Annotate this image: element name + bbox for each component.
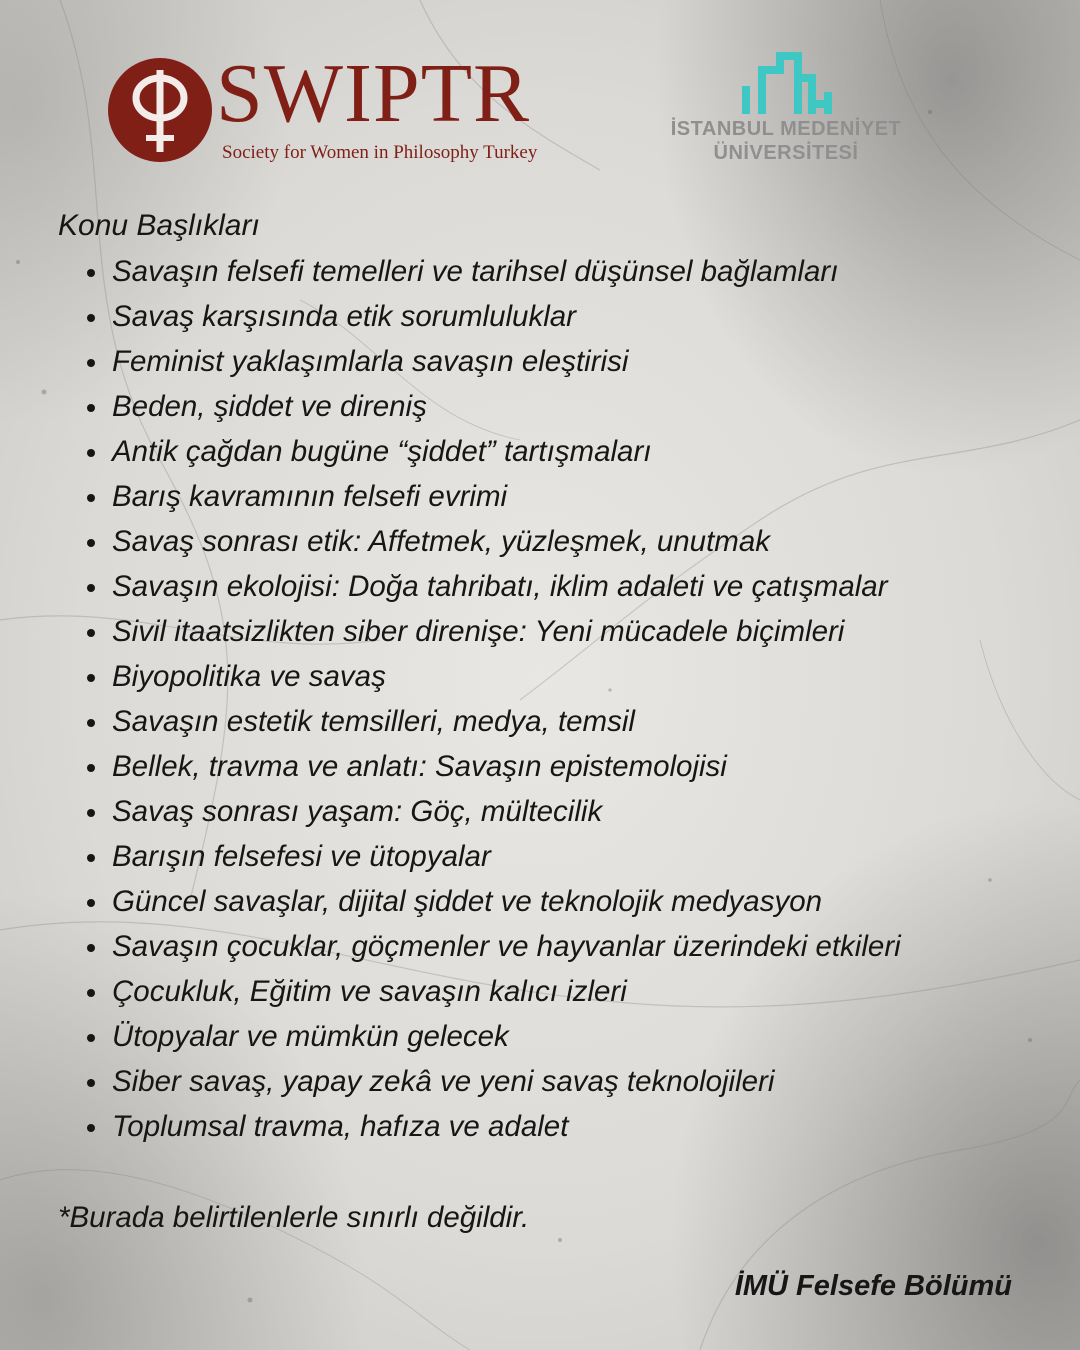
venus-phi-emblem-icon — [108, 58, 212, 162]
department-signature: İMÜ Felsefe Bölümü — [734, 1270, 1012, 1302]
university-logo — [664, 52, 908, 172]
swiptr-logo — [108, 47, 568, 168]
topic-item: Savaşın çocuklar, göçmenler ve hayvanlar üzerindeki etkileri — [112, 927, 901, 972]
topic-item: Savaş karşısında etik sorumluluklar — [112, 297, 901, 342]
topic-item: Savaşın estetik temsilleri, medya, temsil — [112, 702, 901, 747]
topic-item: Savaşın felsefi temelleri ve tarihsel düşünsel bağlamları — [112, 252, 901, 297]
university-name-line2: ÜNİVERSİTESİ — [713, 142, 859, 164]
footnote: *Burada belirtilenlerle sınırlı değildir. — [58, 1201, 530, 1234]
topic-item: Ütopyalar ve mümkün gelecek — [112, 1017, 901, 1062]
university-skyline-icon — [742, 52, 832, 114]
topic-item: Bellek, travma ve anlatı: Savaşın epistemolojisi — [112, 747, 901, 792]
swiptr-name: SWIPTR — [216, 47, 531, 140]
topic-item: Siber savaş, yapay zekâ ve yeni savaş teknolojileri — [112, 1062, 901, 1107]
topic-item: Antik çağdan bugüne “şiddet” tartışmaları — [112, 432, 901, 477]
topic-item: Çocukluk, Eğitim ve savaşın kalıcı izleri — [112, 972, 901, 1017]
university-name-line1: İSTANBUL MEDENİYET — [670, 118, 902, 140]
topic-item: Barışın felsefesi ve ütopyalar — [112, 837, 901, 882]
swiptr-tagline: Society for Women in Philosophy Turkey — [222, 142, 538, 163]
topic-list — [112, 252, 901, 1152]
topic-item: Sivil itaatsizlikten siber direnişe: Yeni mücadele biçimleri — [112, 612, 901, 657]
topic-item: Beden, şiddet ve direniş — [112, 387, 901, 432]
topic-item: Feminist yaklaşımlarla savaşın eleştirisi — [112, 342, 901, 387]
topic-item: Savaşın ekolojisi: Doğa tahribatı, iklim adaleti ve çatışmalar — [112, 567, 901, 612]
section-title: Konu Başlıkları — [58, 209, 260, 242]
topic-item: Barış kavramının felsefi evrimi — [112, 477, 901, 522]
topic-item: Savaş sonrası etik: Affetmek, yüzleşmek, unutmak — [112, 522, 901, 567]
topic-item: Güncel savaşlar, dijital şiddet ve teknolojik medyasyon — [112, 882, 901, 927]
topic-item: Biyopolitika ve savaş — [112, 657, 901, 702]
topic-item: Toplumsal travma, hafıza ve adalet — [112, 1107, 901, 1152]
topic-item: Savaş sonrası yaşam: Göç, mültecilik — [112, 792, 901, 837]
